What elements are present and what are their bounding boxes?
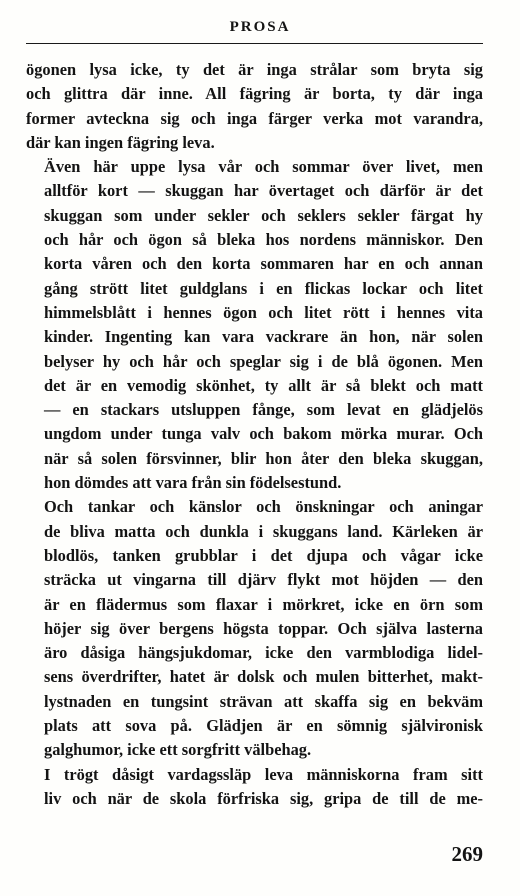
- text-line: belyser hy och hår och speglar sig i de blå ögonen. Men: [44, 351, 483, 371]
- page-number: 269: [451, 842, 483, 866]
- text-line: — en stackars utsluppen fånge, som levat en glädjelös: [44, 400, 483, 420]
- text-line: sträcka ut vingarna till djärv flykt mot höjden — den: [44, 570, 483, 590]
- text-line: plats att sova på. Glädjen är en sömnig självironisk: [44, 716, 483, 736]
- paragraph: [26, 155, 483, 495]
- paragraph: [26, 495, 483, 762]
- text-line: kinder. Ingenting kan vara vackrare än hon, när solen: [44, 327, 483, 347]
- text-line: ungdom under tunga valv och bakom mörka murar. Och: [44, 424, 483, 444]
- text-line: himmelsblått i hennes ögon och litet rött i hennes vita: [44, 302, 483, 322]
- text-line: skuggan som under sekler och seklers sekler färgat hy: [44, 205, 483, 225]
- text-line: liv och när de skola förfriska sig, gripa de till de me-: [44, 788, 483, 808]
- text-line: och hår och ögon så bleka hos nordens människor. Den: [44, 230, 483, 250]
- text-line: I trögt dåsigt vardagssläp leva människorna fram sitt: [44, 764, 483, 784]
- paragraph: [26, 763, 483, 812]
- text-line: sens överdrifter, hatet är dolsk och mulen bitterhet, makt-: [44, 667, 483, 687]
- text-line: där kan ingen fägring leva.: [26, 132, 215, 152]
- text-line: och glittra där inne. All fägring är borta, ty där inga: [26, 84, 483, 104]
- text-line: lystnaden en tungsint strävan att skaffa sig en bekväm: [44, 691, 483, 711]
- text-line: det är en vemodig skönhet, ty allt är så blekt och matt: [44, 375, 483, 395]
- text-line: hon dömdes att vara från sin födelsestund.: [44, 473, 342, 493]
- text-line: blodlös, tanken grubblar i det djupa och vågar icke: [44, 545, 483, 565]
- text-line: är en flädermus som flaxar i mörkret, icke en örn som: [44, 594, 483, 614]
- text-line: alltför kort — skuggan har övertaget och därför är det: [44, 181, 483, 201]
- text-line: gång strött litet guldglans i en flickas lockar och litet: [44, 278, 483, 298]
- text-line: Även här uppe lysa vår och sommar över livet, men: [44, 157, 483, 177]
- body-text: [26, 58, 483, 811]
- paragraph: [26, 58, 483, 155]
- text-line: höjer sig över bergens högsta toppar. Och själva lasterna: [44, 618, 483, 638]
- text-line: korta våren och den korta sommaren har en och annan: [44, 254, 483, 274]
- running-header: PROSA: [229, 19, 291, 35]
- text-line: när så solen försvinner, blir hon åter den bleka skuggan,: [44, 448, 483, 468]
- text-line: de bliva matta och dunkla i skuggans land. Kärleken är: [44, 521, 483, 541]
- text-line: Och tankar och känslor och önskningar och aningar: [44, 497, 483, 517]
- text-line: ögonen lysa icke, ty det är inga strålar som bryta sig: [26, 60, 483, 79]
- text-line: galghumor, icke ett sorgfritt välbehag.: [44, 740, 312, 760]
- header-rule: [26, 43, 483, 44]
- text-line: former avteckna sig och inga färger verka mot varandra,: [26, 108, 483, 128]
- text-line: äro dåsiga hängsjukdomar, icke den varmblodiga lidel-: [44, 643, 483, 663]
